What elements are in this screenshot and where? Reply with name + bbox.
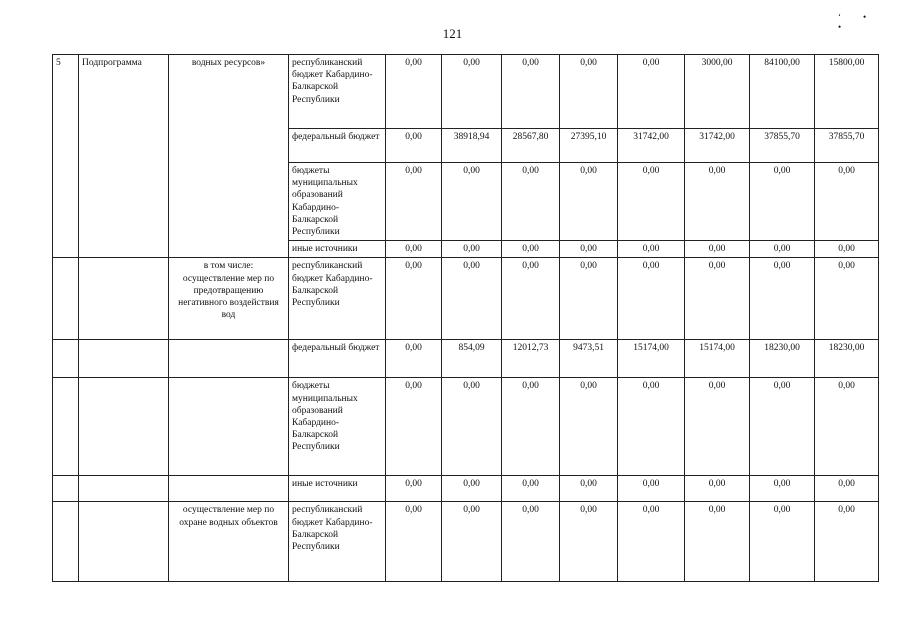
value-cell-5: 31742,00 — [618, 129, 685, 163]
value-cell-2: 38918,94 — [442, 129, 502, 163]
value-cell-7: 0,00 — [750, 476, 815, 502]
table-row — [53, 476, 879, 502]
table-row — [53, 378, 879, 476]
value-cell-7: 37855,70 — [750, 129, 815, 163]
value-cell-5: 0,00 — [618, 502, 685, 582]
value-cell-6: 31742,00 — [685, 129, 750, 163]
value-cell-2: 0,00 — [442, 502, 502, 582]
empty-label-cell — [169, 340, 289, 378]
empty-type-cell — [79, 476, 169, 502]
value-cell-6: 0,00 — [685, 476, 750, 502]
value-cell-8: 37855,70 — [815, 129, 879, 163]
value-cell-2: 0,00 — [442, 476, 502, 502]
value-cell-8: 18230,00 — [815, 340, 879, 378]
value-cell-3: 0,00 — [502, 55, 560, 129]
value-cell-2: 0,00 — [442, 55, 502, 129]
empty-type-cell — [79, 340, 169, 378]
value-cell-6: 0,00 — [685, 163, 750, 241]
empty-number-cell — [53, 258, 79, 340]
value-cell-8: 15800,00 — [815, 55, 879, 129]
value-cell-7: 18230,00 — [750, 340, 815, 378]
value-cell-2: 0,00 — [442, 163, 502, 241]
value-cell-3: 0,00 — [502, 258, 560, 340]
value-cell-1: 0,00 — [386, 129, 442, 163]
value-cell-3: 0,00 — [502, 476, 560, 502]
funding-source-cell: бюджеты муниципальных образований Кабардино-Балкарской Республики — [289, 378, 386, 476]
funding-source-cell: федеральный бюджет — [289, 340, 386, 378]
value-cell-4: 9473,51 — [560, 340, 618, 378]
row-number-cell: 5 — [53, 55, 79, 258]
value-cell-4: 0,00 — [560, 55, 618, 129]
funding-source-cell: иные источники — [289, 241, 386, 258]
value-cell-5: 0,00 — [618, 163, 685, 241]
value-cell-2: 0,00 — [442, 258, 502, 340]
corner-scan-marks: ‘• • — [838, 12, 889, 32]
value-cell-4: 0,00 — [560, 502, 618, 582]
value-cell-4: 0,00 — [560, 241, 618, 258]
value-cell-4: 0,00 — [560, 258, 618, 340]
funding-source-cell: республиканский бюджет Кабардино-Балкарской Республики — [289, 55, 386, 129]
empty-label-cell — [169, 378, 289, 476]
value-cell-3: 28567,80 — [502, 129, 560, 163]
value-cell-3: 0,00 — [502, 241, 560, 258]
empty-label-cell — [169, 476, 289, 502]
empty-number-cell — [53, 502, 79, 582]
budget-table-body — [53, 55, 879, 582]
value-cell-8: 0,00 — [815, 502, 879, 582]
empty-number-cell — [53, 378, 79, 476]
value-cell-5: 0,00 — [618, 258, 685, 340]
funding-source-cell: иные источники — [289, 476, 386, 502]
value-cell-7: 0,00 — [750, 241, 815, 258]
table-row — [53, 340, 879, 378]
section-label-cell: водных ресурсов» — [169, 55, 289, 258]
value-cell-1: 0,00 — [386, 55, 442, 129]
value-cell-1: 0,00 — [386, 241, 442, 258]
value-cell-5: 15174,00 — [618, 340, 685, 378]
value-cell-1: 0,00 — [386, 340, 442, 378]
value-cell-7: 0,00 — [750, 378, 815, 476]
section-label-cell: осуществление мер по охране водных объектов — [169, 502, 289, 582]
page-number: 121 — [442, 26, 463, 41]
program-type-cell: Подпрограмма — [79, 55, 169, 258]
funding-source-cell: федеральный бюджет — [289, 129, 386, 163]
value-cell-8: 0,00 — [815, 241, 879, 258]
value-cell-4: 0,00 — [560, 378, 618, 476]
empty-number-cell — [53, 476, 79, 502]
value-cell-1: 0,00 — [386, 258, 442, 340]
value-cell-5: 0,00 — [618, 241, 685, 258]
value-cell-1: 0,00 — [386, 502, 442, 582]
value-cell-3: 0,00 — [502, 163, 560, 241]
value-cell-8: 0,00 — [815, 378, 879, 476]
empty-type-cell — [79, 502, 169, 582]
value-cell-8: 0,00 — [815, 258, 879, 340]
empty-type-cell — [79, 258, 169, 340]
value-cell-2: 0,00 — [442, 378, 502, 476]
value-cell-3: 0,00 — [502, 502, 560, 582]
value-cell-7: 0,00 — [750, 258, 815, 340]
budget-table — [52, 54, 879, 582]
value-cell-1: 0,00 — [386, 378, 442, 476]
value-cell-5: 0,00 — [618, 55, 685, 129]
value-cell-7: 84100,00 — [750, 55, 815, 129]
funding-source-cell: республиканский бюджет Кабардино-Балкарской Республики — [289, 258, 386, 340]
table-row — [53, 502, 879, 582]
funding-source-cell: бюджеты муниципальных образований Кабардино-Балкарской Республики — [289, 163, 386, 241]
funding-source-cell: республиканский бюджет Кабардино-Балкарской Республики — [289, 502, 386, 582]
value-cell-1: 0,00 — [386, 476, 442, 502]
value-cell-5: 0,00 — [618, 378, 685, 476]
empty-number-cell — [53, 340, 79, 378]
value-cell-7: 0,00 — [750, 502, 815, 582]
value-cell-6: 0,00 — [685, 258, 750, 340]
value-cell-4: 0,00 — [560, 163, 618, 241]
value-cell-3: 0,00 — [502, 378, 560, 476]
value-cell-3: 12012,73 — [502, 340, 560, 378]
value-cell-4: 27395,10 — [560, 129, 618, 163]
value-cell-6: 0,00 — [685, 378, 750, 476]
section-label-cell: в том числе: осуществление мер по предотвращению негативного воздействия вод — [169, 258, 289, 340]
value-cell-6: 15174,00 — [685, 340, 750, 378]
empty-type-cell — [79, 378, 169, 476]
value-cell-6: 0,00 — [685, 241, 750, 258]
value-cell-6: 3000,00 — [685, 55, 750, 129]
value-cell-8: 0,00 — [815, 476, 879, 502]
value-cell-4: 0,00 — [560, 476, 618, 502]
value-cell-1: 0,00 — [386, 163, 442, 241]
value-cell-8: 0,00 — [815, 163, 879, 241]
value-cell-7: 0,00 — [750, 163, 815, 241]
table-row — [53, 55, 879, 129]
value-cell-6: 0,00 — [685, 502, 750, 582]
value-cell-2: 0,00 — [442, 241, 502, 258]
value-cell-2: 854,09 — [442, 340, 502, 378]
value-cell-5: 0,00 — [618, 476, 685, 502]
table-row — [53, 258, 879, 340]
